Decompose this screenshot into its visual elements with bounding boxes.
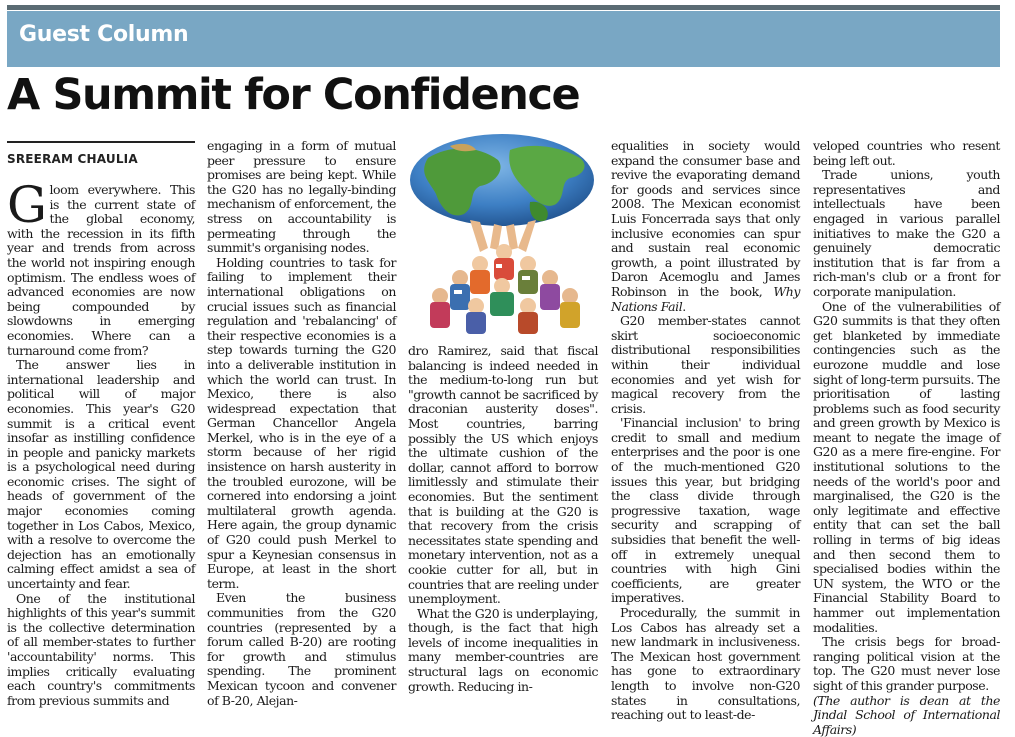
top-rule	[7, 5, 1000, 10]
paragraph: 'Financial inclusion' to bring credit to small and medium enterprises and the poor is one of the much-mentioned G20 issues this year, but bridging the class divide through progressive taxation, wage security and scrapping of subsidies that benefit the well-off in extremely unequal countries with high Gini coefficients, are greater imperatives.	[611, 415, 800, 606]
paragraph: The crisis begs for broad-ranging political vision at the top. The G20 must never lose sight of this grander purpose.	[813, 634, 1000, 693]
paragraph: Trade unions, youth representatives and intellectuals have been engaged in various parallel initiatives to make the G20 a genuinely democratic institution that is far from a rich-man's club or a front for corporate manipulation.	[813, 167, 1000, 299]
book-title: Why Nations Fail	[611, 283, 800, 314]
paragraph-text: loom everywhere. This is the current state of the global economy, with the recession in its fifth year and trends from across the world not inspiring enough optimism. The endless woes of advanced economies are now being compounded by slowdowns in emerging economies. Where can a turnaround come from?	[7, 182, 195, 358]
paragraph: Procedurally, the summit in Los Cabos has already set a new landmark in inclusiveness. The Mexican host government has gone to extraordinary length to involve non-G20 states in consultations, reaching out to least-de-	[611, 605, 800, 723]
section-banner	[7, 11, 1000, 67]
article-column-3	[408, 344, 598, 713]
section-label: Guest Column	[19, 22, 189, 47]
paragraph: dro Ramirez, said that fiscal balancing is indeed needed in the medium-to-long run but "growth cannot be sacrificed by draconian austerity doses". Most countries, barring possibly the US which enjoys the ultimate cushion of the dollar, cannot afford to borrow limitlessly and stimulate their economies. But the sentiment that is building at the G20 is that recovery from the crisis necessitates state spending and monetary intervention, not as a cookie cutter for all, but in countries that are reeling under unemployment.	[408, 343, 598, 607]
article-column-4	[611, 138, 800, 723]
article-column-2	[207, 139, 396, 713]
byline-rule	[7, 141, 195, 143]
article-column-1	[7, 176, 195, 713]
article-column-5	[813, 138, 1000, 737]
drop-cap: G	[7, 176, 47, 234]
headline: A Summit for Confidence	[7, 70, 580, 120]
paragraph: One of the vulnerabilities of G20 summits is that they often get blanketed by immediate contingencies such as the eurozone muddle and lose sight of long-term pursuits. The prioritisation of lasting problems such as food security and green growth by Mexico is meant to negate the image of G20 as a mere fire-engine. For institutional solutions to the needs of the world's poor and marginalised, the G20 is the only legitimate and effective entity that can set the ball rolling in terms of big ideas and then second them to specialised bodies within the UN system, the WTO or the Financial Stability Board to hammer out implementation modalities.	[813, 298, 1000, 635]
paragraph: G20 member-states cannot skirt socioeconomic distributional responsibilities within their individual economies and yet wish for magical recovery from the crisis.	[611, 313, 800, 416]
paragraph: One of the institutional highlights of this year's summit is the collective determination of all member-states to further 'accountability' norms. This implies critically evaluating each country's commitments from previous summits and	[7, 590, 195, 708]
paragraph: Even the business communities from the G20 countries (represented by a forum called B-20) are rooting for growth and stimulus spending. The prominent Mexican tycoon and convener of B-20, Alejan-	[207, 590, 396, 708]
paragraph: The answer lies in international leadership and political will of major economies. This year's G20 summit is a critical event insofar as instilling confidence in people and panicky markets is a psychological need during economic crises. The sight of heads of government of the major economies coming together in Los Cabos, Mexico, with a resolve to overcome the dejection has an emotionally calming effect amidst a sea of uncertainty and fear.	[7, 357, 195, 592]
punctuation: .	[682, 298, 686, 314]
paragraph	[611, 139, 800, 314]
paragraph	[7, 176, 195, 358]
paragraph: Holding countries to task for failing to implement their international obligations on crucial issues such as financial regulation and 'rebalancing' of their respective economies is a step towards turning the G20 into a deliverable institution in which the world can trust. In Mexico, there is also widespread expectation that German Chancellor Angela Merkel, who is in the eye of a storm because of her rigid insistence on harsh austerity in the troubled eurozone, will be cornered into endorsing a joint multilateral growth agenda. Here again, the group dynamic of G20 could push Merkel to spur a Keynesian consensus in Europe, at least in the short term.	[207, 254, 396, 591]
paragraph: engaging in a form of mutual peer pressure to ensure promises are being kept. While the G20 has no legally-binding mechanism of enforcement, the stress on accountability is permeating through the summit's organising nodes.	[207, 138, 396, 256]
author-note: (The author is dean at the Jindal School of International Affairs)	[813, 692, 1000, 737]
globe-held-by-crowd-illustration	[410, 140, 598, 336]
byline: SREERAM CHAULIA	[7, 152, 138, 166]
paragraph: What the G20 is underplaying, though, is the fact that high levels of income inequalities in many member-countries are structural lags on economic growth. Reducing in-	[408, 605, 599, 694]
paragraph-text: equalities in society would expand the consumer base and revive the evaporating demand for goods and services since 2008. The Mexican economist Luis Foncerrada says that only inclusive economies can spur and sustain real economic growth, a point illustrated by Daron Acemoglu and James Robinson in the book,	[611, 138, 800, 299]
paragraph: veloped countries who resent being left out.	[813, 138, 1000, 168]
